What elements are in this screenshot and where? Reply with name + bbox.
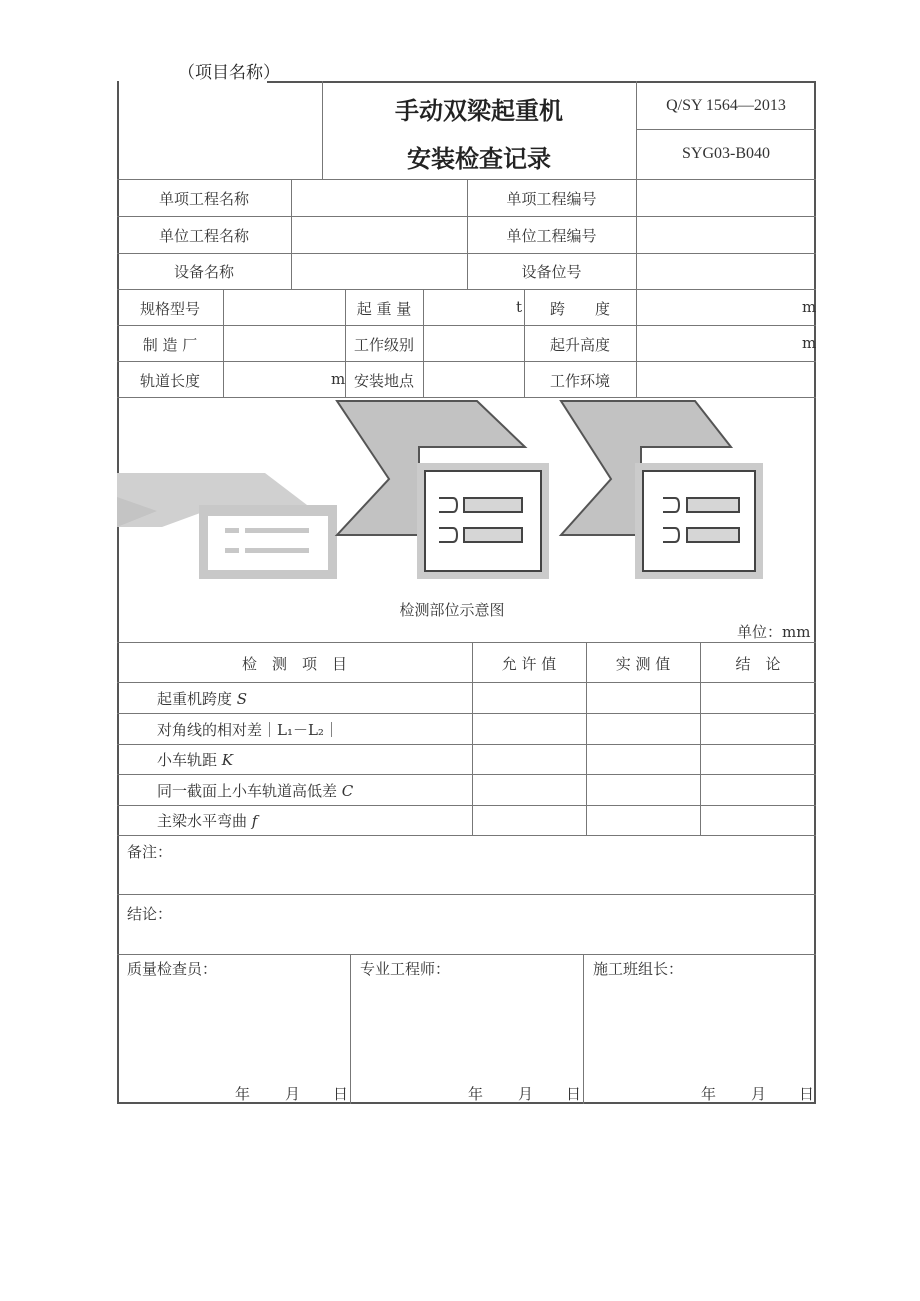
table-header-line <box>117 682 816 683</box>
spec-col-3 <box>423 289 424 397</box>
conclusion-label: 结论： <box>127 905 173 923</box>
inspection-form <box>117 81 816 1104</box>
conclusion-bottom-line <box>117 954 816 955</box>
sign-day-2: 日 <box>566 1085 582 1103</box>
sign-year-2: 年 <box>468 1085 484 1103</box>
row-label: 起重机跨度 <box>157 690 233 708</box>
table-row-trolley-gauge <box>157 749 233 770</box>
single-project-name-label: 单项工程名称 <box>158 190 249 208</box>
sign-month-3: 月 <box>751 1085 767 1103</box>
spec-col-1 <box>223 289 224 397</box>
info-col-1 <box>291 179 292 289</box>
sign-year-1: 年 <box>235 1085 251 1103</box>
table-line-4 <box>117 805 816 806</box>
rail-length-label: 轨道长度 <box>139 372 200 390</box>
remarks-bottom-line <box>117 894 816 895</box>
table-top-line <box>117 642 816 643</box>
table-bottom-line <box>117 835 816 836</box>
middle-box-shape <box>417 463 549 579</box>
form-title-line1: 手动双梁起重机 <box>395 97 563 125</box>
table-row-rail-height <box>157 780 353 801</box>
form-left-top-border <box>117 139 119 179</box>
spec-col-5 <box>636 289 637 397</box>
quality-inspector-label: 质量检查员： <box>127 960 218 978</box>
table-header-conclusion: 结 论 <box>735 655 781 673</box>
row-label: 对角线的相对差｜L₁－L₂｜ <box>157 721 339 739</box>
table-header-allowed: 允 许 值 <box>501 655 557 673</box>
left-box-shape <box>199 505 337 579</box>
device-name-label: 设备名称 <box>173 263 234 281</box>
row-label: 同一截面上小车轨道高低差 <box>157 782 338 800</box>
sign-month-2: 月 <box>518 1085 534 1103</box>
diagram-unit-label: 单位：mm <box>737 623 811 641</box>
project-name-label: （项目名称） <box>178 63 280 83</box>
form-code: SYG03-B040 <box>681 145 770 162</box>
table-line-1 <box>117 713 816 714</box>
span-unit: m <box>802 298 817 316</box>
unit-project-name-label: 单位工程名称 <box>158 227 249 245</box>
span-label: 跨 度 <box>549 300 610 318</box>
info-line-3 <box>117 289 816 290</box>
header-mid-line <box>636 129 816 130</box>
device-position-label: 设备位号 <box>521 263 582 281</box>
row-label: 主梁水平弯曲 <box>157 812 248 830</box>
row-label: 小车轨距 <box>157 751 218 769</box>
single-project-no-label: 单项工程编号 <box>506 190 597 208</box>
diagram-caption: 检测部位示意图 <box>399 601 505 619</box>
spec-line-2 <box>117 361 816 362</box>
table-header-item: 检 测 项 目 <box>241 655 347 673</box>
work-class-label: 工作级别 <box>353 336 414 354</box>
remarks-label: 备注： <box>127 843 173 861</box>
model-label: 规格型号 <box>139 300 200 318</box>
table-line-2 <box>117 744 816 745</box>
lift-height-label: 起升高度 <box>549 336 610 354</box>
info-col-3 <box>636 179 637 289</box>
sign-col-1 <box>350 954 351 1104</box>
work-env-label: 工作环境 <box>549 372 610 390</box>
rail-length-unit: m <box>331 370 346 388</box>
table-row-span <box>157 688 247 709</box>
form-top-border <box>267 81 816 83</box>
lifting-weight-unit: t <box>516 298 523 316</box>
standard-code: Q/SY 1564—2013 <box>666 97 786 114</box>
row-symbol: C <box>341 782 354 800</box>
row-symbol: K <box>221 751 234 769</box>
table-line-3 <box>117 774 816 775</box>
manufacturer-label: 制 造 厂 <box>142 336 198 354</box>
table-header-measured: 实 测 值 <box>615 655 671 673</box>
row-symbol: f <box>251 812 258 830</box>
lift-height-unit: m <box>802 334 817 352</box>
row-symbol: S <box>236 690 248 708</box>
spec-line-1 <box>117 325 816 326</box>
lifting-weight-label: 起 重 量 <box>356 300 412 318</box>
sign-day-1: 日 <box>333 1085 349 1103</box>
right-box-shape <box>635 463 763 579</box>
professional-engineer-label: 专业工程师： <box>360 960 451 978</box>
unit-project-no-label: 单位工程编号 <box>506 227 597 245</box>
sign-day-3: 日 <box>799 1085 815 1103</box>
sign-month-1: 月 <box>285 1085 301 1103</box>
table-row-diagonal <box>157 719 339 740</box>
install-site-label: 安装地点 <box>353 372 414 390</box>
sign-col-2 <box>583 954 584 1104</box>
table-row-girder-bend <box>157 810 257 831</box>
sign-year-3: 年 <box>701 1085 717 1103</box>
header-divider-2 <box>636 81 637 179</box>
form-title-line2: 安装检查记录 <box>407 145 551 173</box>
team-leader-label: 施工班组长： <box>593 960 684 978</box>
